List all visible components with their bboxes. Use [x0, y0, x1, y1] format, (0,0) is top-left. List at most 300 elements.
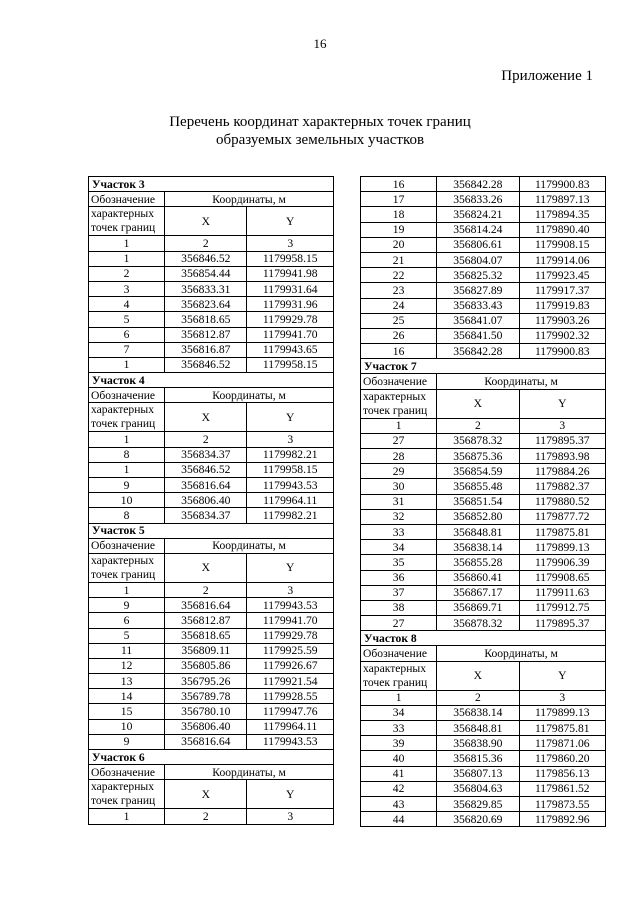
- x-value: 356780.10: [165, 704, 247, 719]
- table-row: [361, 464, 606, 479]
- table-row: [89, 447, 334, 462]
- coordinates-header: Координаты, м: [165, 388, 334, 403]
- table-row: [361, 585, 606, 600]
- y-value: 1179941.70: [247, 613, 334, 628]
- column-number-row: [361, 690, 606, 705]
- x-value: 356846.52: [165, 251, 247, 266]
- point-number: 8: [89, 508, 165, 523]
- x-value: 356827.89: [437, 283, 519, 298]
- x-value: 356841.07: [437, 313, 519, 328]
- table-row: [89, 478, 334, 493]
- table-row: [361, 781, 606, 796]
- designation-header: Обозначение: [89, 765, 165, 780]
- y-value: 1179912.75: [519, 600, 605, 615]
- table-row: [361, 766, 606, 781]
- table-row: [361, 252, 606, 267]
- table-row: [361, 540, 606, 555]
- column-number: 1: [89, 582, 165, 597]
- point-number: 20: [361, 237, 437, 252]
- table-row: [361, 192, 606, 207]
- table-header-row: [361, 646, 606, 661]
- y-value: 1179958.15: [247, 462, 334, 477]
- designation-header: Обозначение: [361, 646, 437, 661]
- y-value: 1179900.83: [519, 177, 605, 192]
- y-value: 1179943.53: [247, 734, 334, 749]
- point-number: 34: [361, 705, 437, 720]
- x-value: 356846.52: [165, 462, 247, 477]
- y-value: 1179894.35: [519, 207, 605, 222]
- x-value: 356848.81: [437, 524, 519, 539]
- table-row: [361, 313, 606, 328]
- plot-heading: Участок 6: [89, 750, 334, 765]
- table-row: [361, 222, 606, 237]
- y-value: 1179917.37: [519, 283, 605, 298]
- x-header: X: [165, 553, 247, 582]
- point-number: 23: [361, 283, 437, 298]
- page-number: 16: [313, 36, 327, 51]
- plot-heading: Участок 8: [361, 631, 606, 646]
- x-value: 356814.24: [437, 222, 519, 237]
- title-line-2: образуемых земельных участков: [215, 132, 425, 148]
- table-row: [89, 493, 334, 508]
- point-number: 7: [89, 342, 165, 357]
- y-value: 1179943.53: [247, 598, 334, 613]
- point-number: 32: [361, 509, 437, 524]
- x-value: 356824.21: [437, 207, 519, 222]
- y-value: 1179943.65: [247, 342, 334, 357]
- plot-heading-row: [89, 750, 334, 765]
- table-row: [361, 449, 606, 464]
- point-number: 26: [361, 328, 437, 343]
- table-header-row: [89, 388, 334, 403]
- point-number: 13: [89, 674, 165, 689]
- coordinates-header: Координаты, м: [165, 538, 334, 553]
- table-row: [361, 494, 606, 509]
- x-value: 356846.52: [165, 357, 247, 372]
- x-value: 356838.14: [437, 705, 519, 720]
- column-number: 2: [165, 432, 247, 447]
- point-number: 33: [361, 524, 437, 539]
- table-row: [361, 479, 606, 494]
- point-number: 5: [89, 628, 165, 643]
- designation-header-cont: характерных точек границ: [89, 403, 165, 432]
- column-number: 3: [519, 690, 605, 705]
- point-number: 9: [89, 478, 165, 493]
- plot-heading: Участок 3: [89, 177, 334, 192]
- x-value: 356812.87: [165, 327, 247, 342]
- point-number: 24: [361, 298, 437, 313]
- y-value: 1179890.40: [519, 222, 605, 237]
- x-header: X: [165, 780, 247, 809]
- y-value: 1179895.37: [519, 616, 605, 631]
- table-row: [89, 689, 334, 704]
- table-row: [361, 283, 606, 298]
- point-number: 28: [361, 449, 437, 464]
- table-row: [361, 509, 606, 524]
- point-number: 34: [361, 540, 437, 555]
- point-number: 22: [361, 268, 437, 283]
- table-row: [89, 719, 334, 734]
- y-value: 1179982.21: [247, 447, 334, 462]
- table-row: [89, 462, 334, 477]
- designation-header-cont: характерных точек границ: [89, 780, 165, 809]
- y-header: Y: [247, 780, 334, 809]
- table-row: [89, 266, 334, 281]
- x-value: 356834.37: [165, 447, 247, 462]
- y-value: 1179928.55: [247, 689, 334, 704]
- table-row: [361, 616, 606, 631]
- coordinates-header: Координаты, м: [165, 192, 334, 207]
- table-row: [361, 268, 606, 283]
- column-number-row: [89, 432, 334, 447]
- point-number: 6: [89, 327, 165, 342]
- y-value: 1179882.37: [519, 479, 605, 494]
- column-number: 1: [89, 809, 165, 824]
- y-value: 1179929.78: [247, 628, 334, 643]
- table-row: [361, 328, 606, 343]
- column-number: 1: [361, 418, 437, 433]
- designation-header-cont: характерных точек границ: [89, 553, 165, 582]
- point-number: 1: [89, 462, 165, 477]
- x-value: 356818.65: [165, 628, 247, 643]
- point-number: 6: [89, 613, 165, 628]
- x-header: X: [165, 403, 247, 432]
- appendix-label: Приложение 1: [501, 68, 593, 84]
- y-value: 1179958.15: [247, 357, 334, 372]
- point-number: 16: [361, 177, 437, 192]
- table-row: [361, 207, 606, 222]
- x-value: 356878.32: [437, 433, 519, 448]
- y-value: 1179931.64: [247, 281, 334, 296]
- x-value: 356807.13: [437, 766, 519, 781]
- table-row: [361, 796, 606, 811]
- point-number: 27: [361, 616, 437, 631]
- x-value: 356860.41: [437, 570, 519, 585]
- point-number: 10: [89, 719, 165, 734]
- point-number: 43: [361, 796, 437, 811]
- table-row: [89, 312, 334, 327]
- y-value: 1179941.70: [247, 327, 334, 342]
- point-number: 8: [89, 447, 165, 462]
- table-row: [361, 344, 606, 359]
- column-number: 1: [361, 690, 437, 705]
- x-value: 356805.86: [165, 658, 247, 673]
- x-header: X: [437, 661, 519, 690]
- table-row: [361, 705, 606, 720]
- x-value: 356848.81: [437, 721, 519, 736]
- point-number: 15: [89, 704, 165, 719]
- table-row: [361, 555, 606, 570]
- table-row: [89, 643, 334, 658]
- x-value: 356806.40: [165, 719, 247, 734]
- x-value: 356816.64: [165, 478, 247, 493]
- y-value: 1179958.15: [247, 251, 334, 266]
- column-number: 3: [247, 582, 334, 597]
- plot-heading-row: [89, 373, 334, 388]
- point-number: 21: [361, 252, 437, 267]
- table-row: [361, 812, 606, 827]
- y-value: 1179902.32: [519, 328, 605, 343]
- y-header: Y: [519, 661, 605, 690]
- point-number: 30: [361, 479, 437, 494]
- x-value: 356816.64: [165, 734, 247, 749]
- x-value: 356823.64: [165, 297, 247, 312]
- table-row: [89, 628, 334, 643]
- y-value: 1179893.98: [519, 449, 605, 464]
- y-value: 1179860.20: [519, 751, 605, 766]
- x-value: 356867.17: [437, 585, 519, 600]
- column-number: 2: [437, 418, 519, 433]
- y-value: 1179873.55: [519, 796, 605, 811]
- y-value: 1179899.13: [519, 705, 605, 720]
- y-value: 1179919.83: [519, 298, 605, 313]
- y-value: 1179880.52: [519, 494, 605, 509]
- plot-heading-row: [361, 359, 606, 374]
- point-number: 9: [89, 734, 165, 749]
- x-value: 356833.31: [165, 281, 247, 296]
- y-value: 1179897.13: [519, 192, 605, 207]
- x-value: 356854.59: [437, 464, 519, 479]
- y-value: 1179941.98: [247, 266, 334, 281]
- x-header: X: [437, 389, 519, 418]
- x-value: 356878.32: [437, 616, 519, 631]
- y-value: 1179929.78: [247, 312, 334, 327]
- point-number: 27: [361, 433, 437, 448]
- point-number: 44: [361, 812, 437, 827]
- table-row: [89, 613, 334, 628]
- x-value: 356812.87: [165, 613, 247, 628]
- x-value: 356838.90: [437, 736, 519, 751]
- point-number: 25: [361, 313, 437, 328]
- point-number: 33: [361, 721, 437, 736]
- x-value: 356795.26: [165, 674, 247, 689]
- column-number: 3: [519, 418, 605, 433]
- x-value: 356869.71: [437, 600, 519, 615]
- y-value: 1179900.83: [519, 344, 605, 359]
- x-value: 356818.65: [165, 312, 247, 327]
- designation-header-cont: характерных точек границ: [361, 661, 437, 690]
- y-value: 1179943.53: [247, 478, 334, 493]
- x-value: 356838.14: [437, 540, 519, 555]
- x-value: 356809.11: [165, 643, 247, 658]
- point-number: 37: [361, 585, 437, 600]
- y-value: 1179947.76: [247, 704, 334, 719]
- column-number: 1: [89, 236, 165, 251]
- x-value: 356816.87: [165, 342, 247, 357]
- x-value: 356852.80: [437, 509, 519, 524]
- table-row: [89, 658, 334, 673]
- table-row: [361, 433, 606, 448]
- table-row: [361, 524, 606, 539]
- x-value: 356825.32: [437, 268, 519, 283]
- point-number: 9: [89, 598, 165, 613]
- document-title: [0, 113, 640, 149]
- point-number: 29: [361, 464, 437, 479]
- designation-header: Обозначение: [89, 538, 165, 553]
- x-value: 356804.63: [437, 781, 519, 796]
- point-number: 11: [89, 643, 165, 658]
- table-row: [89, 734, 334, 749]
- y-value: 1179903.26: [519, 313, 605, 328]
- y-value: 1179877.72: [519, 509, 605, 524]
- table-row: [361, 751, 606, 766]
- y-value: 1179892.96: [519, 812, 605, 827]
- point-number: 1: [89, 251, 165, 266]
- y-value: 1179964.11: [247, 719, 334, 734]
- y-value: 1179856.13: [519, 766, 605, 781]
- point-number: 5: [89, 312, 165, 327]
- table-row: [89, 342, 334, 357]
- table-row: [361, 237, 606, 252]
- y-value: 1179964.11: [247, 493, 334, 508]
- column-number: 3: [247, 809, 334, 824]
- point-number: 40: [361, 751, 437, 766]
- column-number-row: [89, 582, 334, 597]
- plot-heading-row: [89, 523, 334, 538]
- coordinates-header: Координаты, м: [165, 765, 334, 780]
- x-value: 356829.85: [437, 796, 519, 811]
- point-number: 3: [89, 281, 165, 296]
- point-number: 31: [361, 494, 437, 509]
- table-row: [89, 674, 334, 689]
- y-header: Y: [247, 207, 334, 236]
- table-row: [89, 508, 334, 523]
- table-header-row: [89, 765, 334, 780]
- coordinates-header: Координаты, м: [437, 646, 606, 661]
- x-value: 356841.50: [437, 328, 519, 343]
- designation-header-cont: характерных точек границ: [89, 207, 165, 236]
- table-row: [361, 298, 606, 313]
- point-number: 16: [361, 344, 437, 359]
- designation-header-cont: характерных точек границ: [361, 389, 437, 418]
- column-number: 2: [165, 236, 247, 251]
- table-header-row: [89, 192, 334, 207]
- column-number: 3: [247, 236, 334, 251]
- table-row: [361, 736, 606, 751]
- y-value: 1179899.13: [519, 540, 605, 555]
- plot-heading: Участок 5: [89, 523, 334, 538]
- coordinates-table-right: [360, 176, 606, 827]
- x-value: 356820.69: [437, 812, 519, 827]
- plot-heading-row: [361, 631, 606, 646]
- point-number: 35: [361, 555, 437, 570]
- y-value: 1179921.54: [247, 674, 334, 689]
- y-value: 1179908.15: [519, 237, 605, 252]
- point-number: 41: [361, 766, 437, 781]
- column-number: 2: [165, 809, 247, 824]
- point-number: 19: [361, 222, 437, 237]
- y-value: 1179871.06: [519, 736, 605, 751]
- point-number: 17: [361, 192, 437, 207]
- plot-heading: Участок 7: [361, 359, 606, 374]
- column-number-row: [89, 236, 334, 251]
- x-value: 356816.64: [165, 598, 247, 613]
- table-row: [89, 598, 334, 613]
- point-number: 12: [89, 658, 165, 673]
- x-value: 356855.48: [437, 479, 519, 494]
- x-value: 356815.36: [437, 751, 519, 766]
- column-number-row: [361, 418, 606, 433]
- table-row: [361, 600, 606, 615]
- x-value: 356875.36: [437, 449, 519, 464]
- point-number: 42: [361, 781, 437, 796]
- point-number: 4: [89, 297, 165, 312]
- table-row: [89, 357, 334, 372]
- x-value: 356842.28: [437, 344, 519, 359]
- x-header: X: [165, 207, 247, 236]
- point-number: 10: [89, 493, 165, 508]
- column-number: 1: [89, 432, 165, 447]
- table-row: [361, 177, 606, 192]
- x-value: 356833.26: [437, 192, 519, 207]
- y-value: 1179914.06: [519, 252, 605, 267]
- y-header: Y: [247, 403, 334, 432]
- point-number: 36: [361, 570, 437, 585]
- column-number: 2: [165, 582, 247, 597]
- table-row: [89, 281, 334, 296]
- point-number: 38: [361, 600, 437, 615]
- point-number: 2: [89, 266, 165, 281]
- designation-header: Обозначение: [89, 388, 165, 403]
- y-value: 1179931.96: [247, 297, 334, 312]
- column-number: 3: [247, 432, 334, 447]
- plot-heading: Участок 4: [89, 373, 334, 388]
- table-row: [89, 704, 334, 719]
- x-value: 356806.61: [437, 237, 519, 252]
- x-value: 356854.44: [165, 266, 247, 281]
- y-value: 1179926.67: [247, 658, 334, 673]
- y-value: 1179923.45: [519, 268, 605, 283]
- x-value: 356833.43: [437, 298, 519, 313]
- point-number: 1: [89, 357, 165, 372]
- point-number: 39: [361, 736, 437, 751]
- column-number: 2: [437, 690, 519, 705]
- x-value: 356851.54: [437, 494, 519, 509]
- table-row: [361, 721, 606, 736]
- designation-header: Обозначение: [361, 374, 437, 389]
- title-line-1: Перечень координат характерных точек границ: [169, 114, 471, 130]
- x-value: 356806.40: [165, 493, 247, 508]
- table-row: [89, 297, 334, 312]
- y-value: 1179895.37: [519, 433, 605, 448]
- table-row: [89, 327, 334, 342]
- y-value: 1179906.39: [519, 555, 605, 570]
- coordinates-table-left: [88, 176, 334, 825]
- y-value: 1179982.21: [247, 508, 334, 523]
- table-row: [89, 251, 334, 266]
- designation-header: Обозначение: [89, 192, 165, 207]
- table-header-row: [361, 374, 606, 389]
- x-value: 356855.28: [437, 555, 519, 570]
- y-header: Y: [519, 389, 605, 418]
- x-value: 356804.07: [437, 252, 519, 267]
- coordinates-header: Координаты, м: [437, 374, 606, 389]
- y-header: Y: [247, 553, 334, 582]
- y-value: 1179925.59: [247, 643, 334, 658]
- point-number: 18: [361, 207, 437, 222]
- x-value: 356842.28: [437, 177, 519, 192]
- y-value: 1179908.65: [519, 570, 605, 585]
- point-number: 14: [89, 689, 165, 704]
- y-value: 1179884.26: [519, 464, 605, 479]
- table-header-row: [89, 538, 334, 553]
- table-row: [361, 570, 606, 585]
- plot-heading-row: [89, 177, 334, 192]
- column-number-row: [89, 809, 334, 824]
- x-value: 356834.37: [165, 508, 247, 523]
- y-value: 1179861.52: [519, 781, 605, 796]
- y-value: 1179911.63: [519, 585, 605, 600]
